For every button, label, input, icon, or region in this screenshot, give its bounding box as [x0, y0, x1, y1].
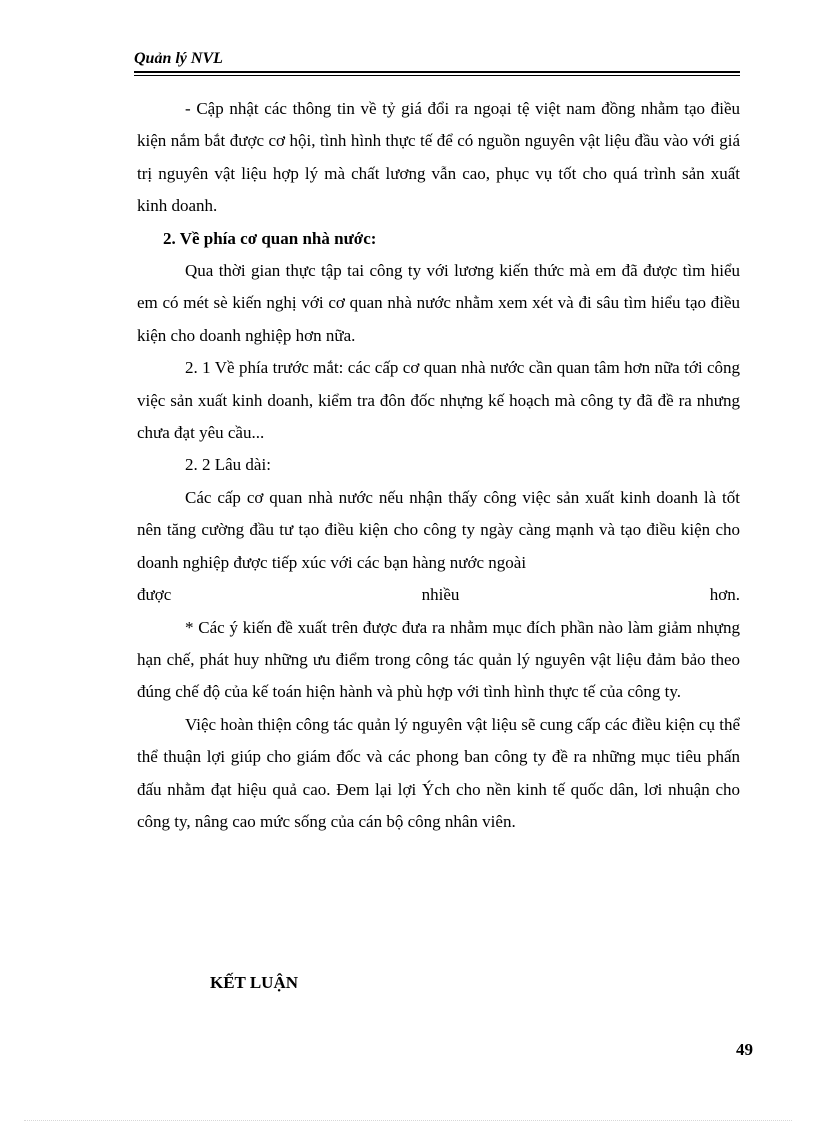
page-number: 49	[736, 1040, 753, 1059]
body-text	[137, 93, 740, 838]
long-term-last-line: được nhiều hơn.	[137, 585, 740, 605]
proposal-paragraph: * Các ý kiến đề xuất trên được đưa ra nhằm mục đích phần nào làm giảm nhựng hạn chế, phát huy những ưu điểm trong công tác quản lý nguyên vật liệu đảm bảo theo đúng chế độ của kế toán hiện hành và phù hợp với tình hình thực tế của công ty.	[137, 617, 740, 702]
header-rule-thin	[134, 75, 740, 76]
page-bottom-divider	[24, 1120, 792, 1121]
short-term-paragraph: 2. 1 Về phía trước mắt: các cấp cơ quan nhà nước cần quan tâm hơn nữa tới công việc sản xuất kinh doanh, kiểm tra đôn đốc nhựng kế hoạch mà công ty đã đề ra nhưng chưa đạt yêu cầu...	[137, 358, 740, 443]
long-term-paragraph: Các cấp cơ quan nhà nước nếu nhận thấy công việc sản xuất kinh doanh là tốt nên tăng cường đầu tư tạo điều kiện cho công ty ngày càng mạnh và tạo điều kiện cho doanh nghiệp được tiếp xúc với các bạn hàng nước ngoài	[137, 487, 740, 572]
bullet-paragraph: - Cập nhật các thông tin về tỷ giá đổi ra ngoại tệ việt nam đồng nhằm tạo điều kiện nắm bắt được cơ hội, tình hình thực tế để có nguồn nguyên vật liệu đầu vào với giá trị nguyên vật liệu hợp lý mà chất lương vẫn cao, phục vụ tốt cho quá trình sản xuất kinh doanh.	[137, 99, 740, 216]
long-term-heading: 2. 2 Lâu dài:	[185, 455, 271, 475]
running-header-title: Quản lý NVL	[134, 50, 223, 67]
section-heading: 2. Về phía cơ quan nhà nước:	[163, 228, 377, 248]
intro-paragraph: Qua thời gian thực tập tai công ty với lương kiến thức mà em đã được tìm hiểu em có mét sè kiến nghị với cơ quan nhà nước nhằm xem xét và đi sâu tìm hiểu tạo điều kiện cho doanh nghiệp hơn nữa.	[137, 261, 740, 345]
closing-paragraph: Việc hoàn thiện công tác quản lý nguyên vật liệu sẽ cung cấp các điều kiện cụ thể thể thuận lợi giúp cho giám đốc và các phong ban công ty đề ra những mục tiêu phấn đấu nhằm đạt hiệu quả cao. Đem lại lợi Ých cho nền kinh tế quốc dân, lơi nhuận cho công ty, nâng cao mức sống của cán bộ công nhân viên.	[137, 714, 740, 831]
header-rule-thick	[134, 71, 740, 73]
conclusion-heading: KẾT LUẬN	[210, 973, 299, 992]
